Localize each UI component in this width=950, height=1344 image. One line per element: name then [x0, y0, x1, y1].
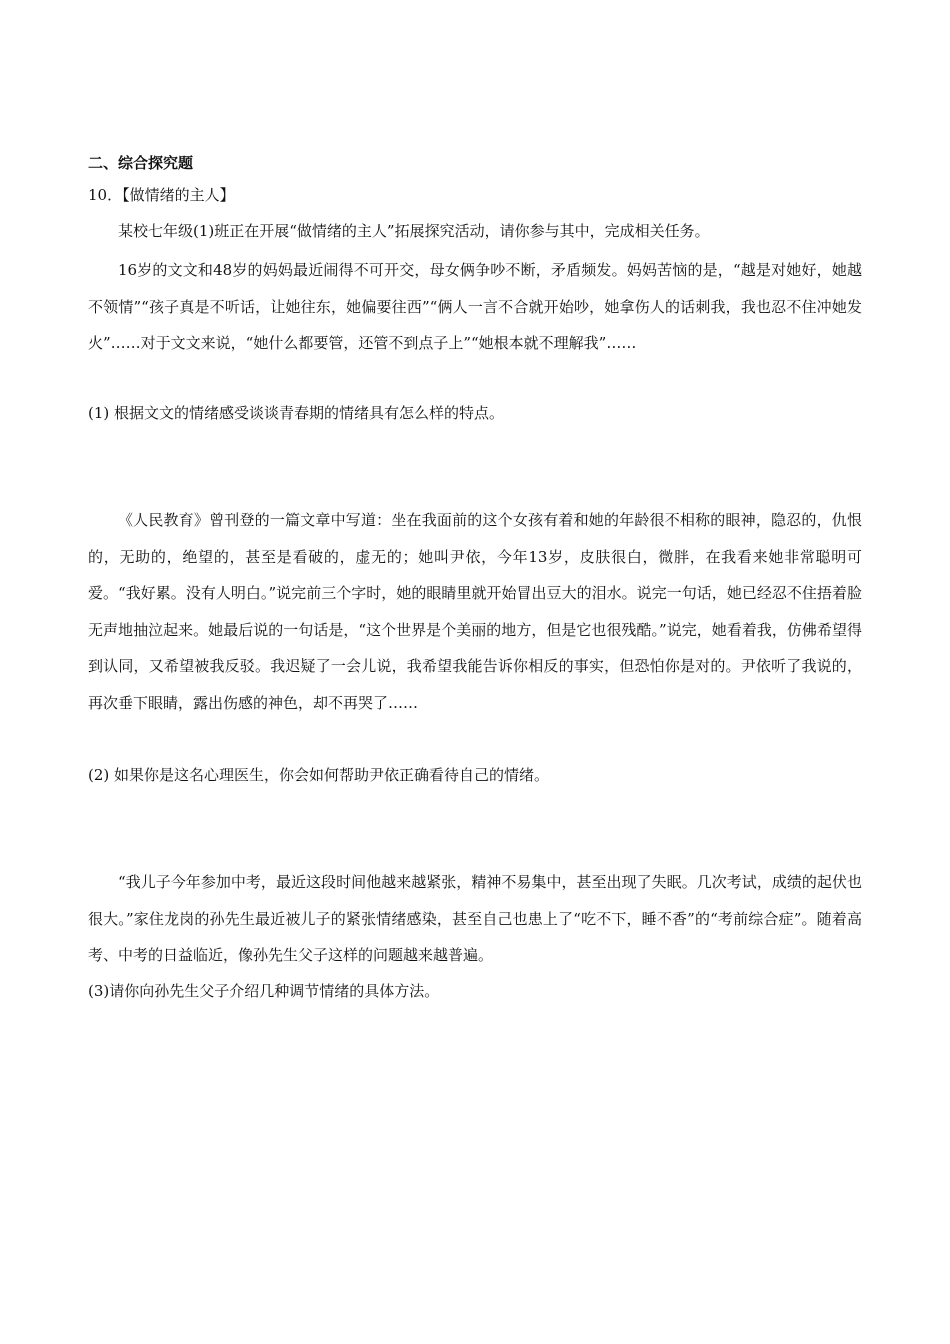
- material-paragraph-1: 16岁的文文和48岁的妈妈最近闹得不可开交，母女俩争吵不断，矛盾频发。妈妈苦恼的是，“越是对她好，她越不领情”“孩子真是不听话，让她往东，她偏要往西”“俩人一言不合就开始吵，她拿伤人的话刺我，我也忍不住冲她发火”……对于文文来说，“她什么都要管，还管不到点子上”“她根本就不理解我”……: [88, 261, 862, 352]
- material-paragraph-2: 《人民教育》曾刊登的一篇文章中写道：坐在我面前的这个女孩有着和她的年龄很不相称的眼神，隐忍的，仇恨的，无助的，绝望的，甚至是看破的，虚无的；她叫尹依，今年13岁，皮肤很白，微胖，在我看来她非常聪明可爱。“我好累。没有人明白。”说完前三个字时，她的眼睛里就开始冒出豆大的泪水。说完一句话，她已经忍不住捂着脸无声地抽泣起来。她最后说的一句话是，“这个世界是个美丽的地方，但是它也很残酷。”说完，她看着我，仿佛希望得到认同，又希望被我反驳。我迟疑了一会儿说，我希望我能告诉你相反的事实，但恐怕你是对的。尹依听了我说的，再次垂下眼睛，露出伤感的神色，却不再哭了……: [88, 511, 862, 712]
- question-title: 10．【做情绪的主人】: [88, 186, 235, 204]
- material-paragraph-3: “我儿子今年参加中考，最近这段时间他越来越紧张，精神不易集中，甚至出现了失眠。几次考试，成绩的起伏也很大。”家住龙岗的孙先生最近被儿子的紧张情绪感染，甚至自己也患上了“吃不下，睡不香”的“考前综合症”。随着高考、中考的日益临近，像孙先生父子这样的问题越来越普遍。: [88, 873, 862, 964]
- sub-question-2: (2) 如果你是这名心理医生，你会如何帮助尹依正确看待自己的情绪。: [88, 766, 550, 784]
- sub-question-3: (3)请你向孙先生父子介绍几种调节情绪的具体方法。: [88, 982, 440, 1000]
- sub-question-1: (1) 根据文文的情绪感受谈谈青春期的情绪具有怎么样的特点。: [88, 404, 505, 422]
- question-intro: 某校七年级(1)班正在开展“做情绪的主人”拓展探究活动，请你参与其中，完成相关任务。: [118, 222, 710, 240]
- section-title: 二、综合探究题: [88, 154, 194, 172]
